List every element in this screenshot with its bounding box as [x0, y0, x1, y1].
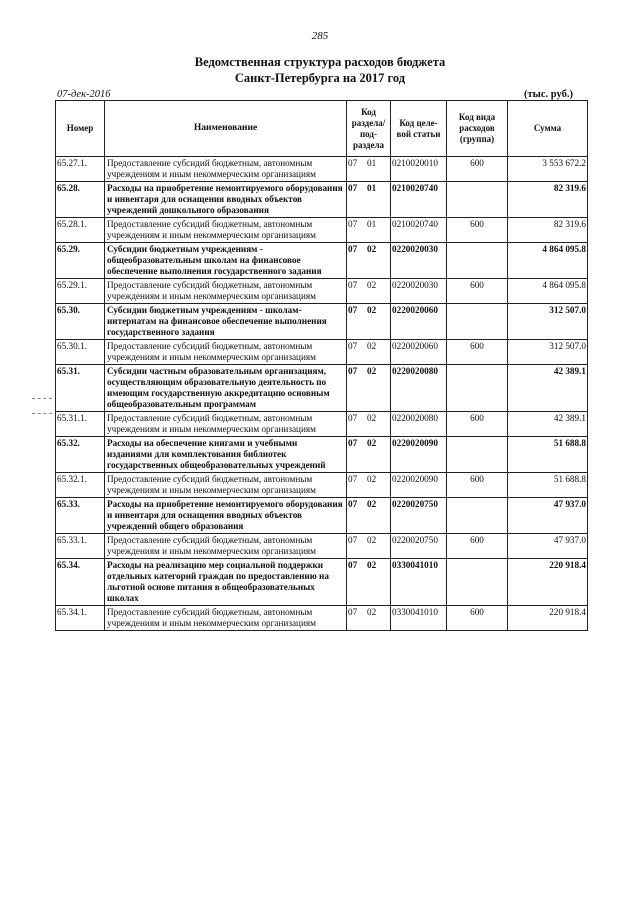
row-name: Предоставление субсидий бюджетным, автономным учреждениям и иным некоммерческим организациям — [105, 473, 347, 498]
section-code: 07 — [348, 535, 358, 545]
header-amount: Сумма — [508, 101, 588, 157]
table-row — [56, 559, 588, 606]
row-section-code — [347, 437, 391, 473]
subsection-code: 02 — [367, 535, 377, 545]
row-target-code: 0220020090 — [391, 437, 447, 473]
table-row — [56, 218, 588, 243]
row-number: 65.27.1. — [56, 157, 105, 182]
row-number: 65.34.1. — [56, 606, 105, 631]
row-amount: 42 389.1 — [508, 412, 588, 437]
subsection-code: 02 — [367, 280, 377, 290]
row-section-code — [347, 279, 391, 304]
row-number: 65.33. — [56, 498, 105, 534]
row-amount: 51 688.8 — [508, 437, 588, 473]
table-row — [56, 279, 588, 304]
document-date: 07-дек-2016 — [57, 89, 111, 100]
table-row — [56, 473, 588, 498]
row-expense-type: 600 — [447, 340, 508, 365]
row-number: 65.31. — [56, 365, 105, 412]
row-expense-type — [447, 559, 508, 606]
subsection-code: 02 — [367, 499, 377, 509]
row-name: Предоставление субсидий бюджетным, автономным учреждениям и иным некоммерческим организациям — [105, 412, 347, 437]
row-number: 65.29.1. — [56, 279, 105, 304]
row-expense-type: 600 — [447, 412, 508, 437]
row-amount: 51 688.8 — [508, 473, 588, 498]
row-name: Расходы на приобретение немонтируемого оборудования и инвентаря для оснащения вводных объектов учреждений дошкольного образования — [105, 182, 347, 218]
table-row — [56, 498, 588, 534]
row-expense-type — [447, 437, 508, 473]
row-section-code — [347, 365, 391, 412]
row-target-code: 0220020080 — [391, 412, 447, 437]
row-amount: 220 918.4 — [508, 559, 588, 606]
row-name: Предоставление субсидий бюджетным, автономным учреждениям и иным некоммерческим организациям — [105, 606, 347, 631]
row-expense-type: 600 — [447, 157, 508, 182]
page-number: 285 — [311, 30, 329, 42]
subsection-code: 01 — [367, 183, 377, 193]
row-section-code — [347, 412, 391, 437]
subsection-code: 02 — [367, 474, 377, 484]
row-section-code — [347, 157, 391, 182]
section-code: 07 — [348, 280, 358, 290]
row-number: 65.29. — [56, 243, 105, 279]
table-row — [56, 437, 588, 473]
table-row — [56, 534, 588, 559]
row-section-code — [347, 473, 391, 498]
section-code: 07 — [348, 438, 358, 448]
row-amount: 47 937.0 — [508, 534, 588, 559]
section-code: 07 — [348, 305, 358, 315]
subsection-code: 02 — [367, 341, 377, 351]
subsection-code: 02 — [367, 366, 377, 376]
row-section-code — [347, 606, 391, 631]
row-number: 65.32. — [56, 437, 105, 473]
header-expense-type: Код вида расходов (группа) — [447, 101, 508, 157]
row-target-code: 0330041010 — [391, 559, 447, 606]
row-section-code — [347, 340, 391, 365]
row-expense-type — [447, 498, 508, 534]
row-target-code: 0220020060 — [391, 304, 447, 340]
section-code: 07 — [348, 219, 358, 229]
row-number: 65.34. — [56, 559, 105, 606]
row-amount: 4 864 095.8 — [508, 279, 588, 304]
row-target-code: 0210020740 — [391, 182, 447, 218]
row-name: Субсидии бюджетным учреждениям - общеобразовательным школам на финансовое обеспечение выполнения государственного задания — [105, 243, 347, 279]
row-target-code: 0220020080 — [391, 365, 447, 412]
row-section-code — [347, 534, 391, 559]
subsection-code: 01 — [367, 219, 377, 229]
section-code: 07 — [348, 413, 358, 423]
row-target-code: 0220020750 — [391, 534, 447, 559]
row-target-code: 0210020010 — [391, 157, 447, 182]
row-section-code — [347, 218, 391, 243]
row-amount: 312 507.0 — [508, 340, 588, 365]
row-name: Предоставление субсидий бюджетным, автономным учреждениям и иным некоммерческим организациям — [105, 279, 347, 304]
title-line-2: Санкт-Петербурга на 2017 год — [234, 71, 406, 85]
row-amount: 47 937.0 — [508, 498, 588, 534]
row-target-code: 0220020060 — [391, 340, 447, 365]
table-row — [56, 606, 588, 631]
margin-mark — [32, 398, 52, 414]
row-amount: 220 918.4 — [508, 606, 588, 631]
row-target-code: 0330041010 — [391, 606, 447, 631]
section-code: 07 — [348, 158, 358, 168]
subsection-code: 01 — [367, 158, 377, 168]
row-amount: 82 319.6 — [508, 218, 588, 243]
row-target-code: 0220020030 — [391, 279, 447, 304]
row-amount: 312 507.0 — [508, 304, 588, 340]
row-section-code — [347, 498, 391, 534]
table-row — [56, 365, 588, 412]
row-expense-type: 600 — [447, 606, 508, 631]
row-expense-type — [447, 182, 508, 218]
row-expense-type — [447, 365, 508, 412]
row-section-code — [347, 243, 391, 279]
section-code: 07 — [348, 341, 358, 351]
row-name: Субсидии частным образовательным организациям, осуществляющим образовательную деятельность по имеющим государственную аккредитацию основным общеобразовательным программам — [105, 365, 347, 412]
budget-table — [55, 100, 588, 631]
row-amount: 42 389.1 — [508, 365, 588, 412]
header-target: Код целе- вой статьи — [391, 101, 447, 157]
table-header-row — [56, 101, 588, 157]
section-code: 07 — [348, 183, 358, 193]
row-expense-type: 600 — [447, 279, 508, 304]
row-target-code: 0220020090 — [391, 473, 447, 498]
subsection-code: 02 — [367, 413, 377, 423]
row-number: 65.28.1. — [56, 218, 105, 243]
row-target-code: 0220020750 — [391, 498, 447, 534]
row-number: 65.33.1. — [56, 534, 105, 559]
units-label: (тыс. руб.) — [524, 89, 573, 100]
document-title — [0, 54, 640, 86]
row-number: 65.30.1. — [56, 340, 105, 365]
section-code: 07 — [348, 560, 358, 570]
row-section-code — [347, 182, 391, 218]
subsection-code: 02 — [367, 244, 377, 254]
table-row — [56, 304, 588, 340]
subsection-code: 02 — [367, 560, 377, 570]
table-row — [56, 340, 588, 365]
table-body — [56, 157, 588, 631]
row-expense-type — [447, 304, 508, 340]
row-target-code: 0220020030 — [391, 243, 447, 279]
section-code: 07 — [348, 244, 358, 254]
row-expense-type: 600 — [447, 534, 508, 559]
row-expense-type: 600 — [447, 473, 508, 498]
row-amount: 4 864 095.8 — [508, 243, 588, 279]
row-name: Предоставление субсидий бюджетным, автономным учреждениям и иным некоммерческим организациям — [105, 534, 347, 559]
subsection-code: 02 — [367, 305, 377, 315]
row-name: Расходы на обеспечение книгами и учебными изданиями для комплектования библиотек государственных общеобразовательных учреждений — [105, 437, 347, 473]
header-name: Наименование — [105, 101, 347, 157]
row-name: Расходы на приобретение немонтируемого оборудования и инвентаря для оснащения вводных объектов учреждений общего образования — [105, 498, 347, 534]
row-amount: 3 553 672.2 — [508, 157, 588, 182]
subsection-code: 02 — [367, 607, 377, 617]
header-number: Номер — [56, 101, 105, 157]
row-name: Предоставление субсидий бюджетным, автономным учреждениям и иным некоммерческим организациям — [105, 218, 347, 243]
row-number: 65.31.1. — [56, 412, 105, 437]
table-row — [56, 182, 588, 218]
section-code: 07 — [348, 607, 358, 617]
table-row — [56, 243, 588, 279]
row-name: Предоставление субсидий бюджетным, автономным учреждениям и иным некоммерческим организациям — [105, 157, 347, 182]
table-row — [56, 157, 588, 182]
row-number: 65.32.1. — [56, 473, 105, 498]
row-name: Предоставление субсидий бюджетным, автономным учреждениям и иным некоммерческим организациям — [105, 340, 347, 365]
header-section: Код раздела/ под- раздела — [347, 101, 391, 157]
row-number: 65.30. — [56, 304, 105, 340]
subsection-code: 02 — [367, 438, 377, 448]
row-amount: 82 319.6 — [508, 182, 588, 218]
row-target-code: 0210020740 — [391, 218, 447, 243]
table-row — [56, 412, 588, 437]
title-line-1: Ведомственная структура расходов бюджета — [194, 55, 446, 69]
row-expense-type — [447, 243, 508, 279]
section-code: 07 — [348, 499, 358, 509]
row-section-code — [347, 559, 391, 606]
row-expense-type: 600 — [447, 218, 508, 243]
section-code: 07 — [348, 366, 358, 376]
row-section-code — [347, 304, 391, 340]
row-number: 65.28. — [56, 182, 105, 218]
row-name: Расходы на реализацию мер социальной поддержки отдельных категорий граждан по предоставлению на льготной основе питания в общеобразовательных школах — [105, 559, 347, 606]
row-name: Субсидии бюджетным учреждениям - школам-интернатам на финансовое обеспечение выполнения государственного задания — [105, 304, 347, 340]
section-code: 07 — [348, 474, 358, 484]
